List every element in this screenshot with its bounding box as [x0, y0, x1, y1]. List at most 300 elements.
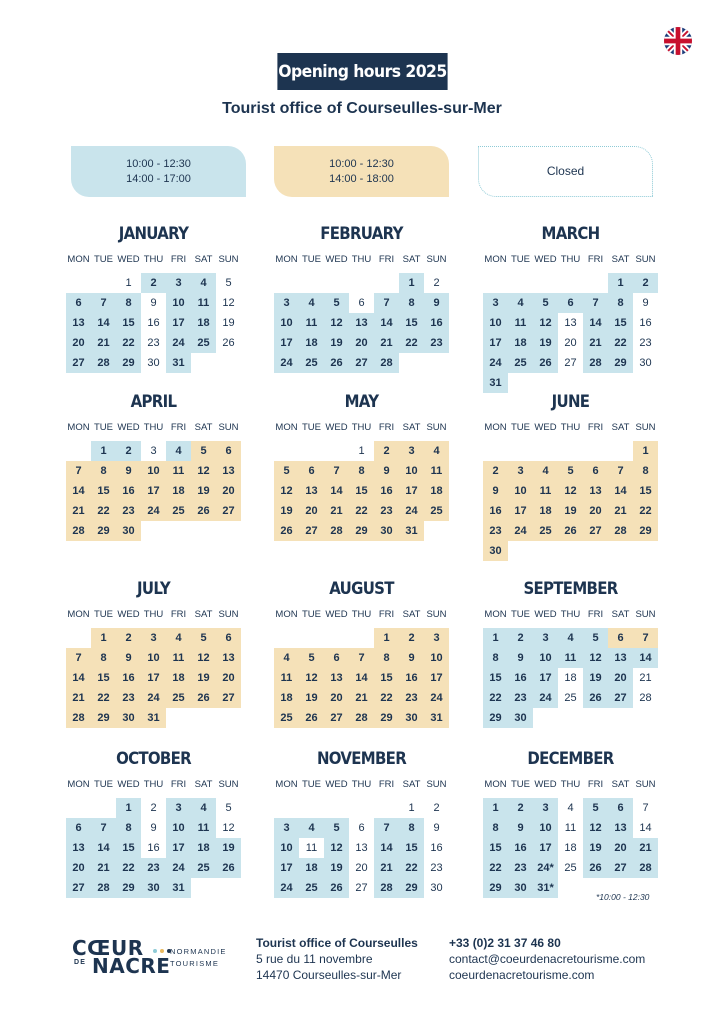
empty-day-cell	[533, 441, 558, 461]
weekday-label: SAT	[611, 422, 630, 433]
day-cell-summer-hours: 13	[299, 481, 324, 501]
weekday-label: SAT	[402, 609, 421, 620]
weekday-header	[483, 609, 658, 623]
day-cell-winter-hours: 4	[508, 293, 533, 313]
day-cell-winter-hours: 14	[374, 313, 399, 333]
day-cell-winter-hours: 24	[166, 858, 191, 878]
day-cell-summer-hours: 5	[191, 628, 216, 648]
day-cell-closed: 16	[633, 313, 658, 333]
day-cell-winter-hours: 15	[608, 313, 633, 333]
weekday-label: MON	[275, 609, 298, 620]
month-february	[274, 224, 449, 373]
weekday-label: THU	[143, 609, 164, 620]
weekday-label: MON	[275, 254, 298, 265]
day-cell-winter-hours: 19	[583, 668, 608, 688]
empty-day-cell	[66, 628, 91, 648]
uk-flag-icon[interactable]	[664, 27, 692, 55]
weekday-label: SAT	[402, 254, 421, 265]
weekday-label: FRI	[170, 609, 187, 620]
weekday-label: WED	[117, 609, 140, 620]
day-cell-summer-hours: 14	[66, 481, 91, 501]
day-cell-summer-hours: 22	[374, 688, 399, 708]
weekday-label: THU	[560, 422, 581, 433]
day-cell-winter-hours: 17	[533, 838, 558, 858]
month-title: JUNE	[551, 392, 590, 412]
legend-winter-hours	[71, 146, 246, 197]
day-cell-summer-hours: 11	[274, 668, 299, 688]
day-cell-winter-hours: 22	[399, 333, 424, 353]
day-cell-summer-hours: 20	[299, 501, 324, 521]
month-december	[483, 749, 658, 898]
weekday-label: WED	[325, 779, 348, 790]
day-cell-summer-hours: 16	[483, 501, 508, 521]
day-cell-winter-hours: 27	[349, 353, 374, 373]
day-cell-winter-hours: 8	[399, 818, 424, 838]
day-grid	[483, 798, 658, 898]
day-cell-winter-hours: 29	[608, 353, 633, 373]
day-cell-winter-hours: 22	[608, 333, 633, 353]
weekday-label: SAT	[611, 779, 630, 790]
weekday-header	[274, 422, 449, 436]
empty-day-cell	[324, 628, 349, 648]
day-cell-summer-hours: 7	[349, 648, 374, 668]
day-cell-winter-hours: 4	[166, 441, 191, 461]
empty-day-cell	[274, 798, 299, 818]
day-cell-winter-hours: 21	[91, 858, 116, 878]
day-cell-summer-hours: 1	[633, 441, 658, 461]
weekday-label: WED	[117, 779, 140, 790]
day-cell-summer-hours: 14	[349, 668, 374, 688]
day-cell-summer-hours: 20	[216, 668, 241, 688]
day-cell-winter-hours: 25	[508, 353, 533, 373]
empty-day-cell	[558, 441, 583, 461]
day-cell-winter-hours: 21	[374, 333, 399, 353]
day-cell-summer-hours: 1	[91, 628, 116, 648]
day-cell-summer-hours: 18	[166, 481, 191, 501]
day-grid	[66, 441, 241, 541]
day-cell-summer-hours: 19	[191, 481, 216, 501]
day-cell-winter-hours: 20	[608, 838, 633, 858]
day-cell-winter-hours: 12	[324, 838, 349, 858]
day-cell-winter-hours: 29	[483, 708, 508, 728]
weekday-header	[483, 254, 658, 268]
day-cell-winter-hours: 11	[299, 313, 324, 333]
day-cell-summer-hours: 3	[508, 461, 533, 481]
weekday-label: THU	[351, 254, 372, 265]
day-cell-summer-hours: 30	[399, 708, 424, 728]
weekday-label: THU	[143, 254, 164, 265]
weekday-label: SAT	[611, 254, 630, 265]
day-cell-summer-hours: 8	[91, 648, 116, 668]
day-cell-closed: 23	[424, 858, 449, 878]
logo-tag-tourisme: TOURISME	[170, 959, 220, 968]
day-cell-winter-hours: 25	[191, 333, 216, 353]
day-cell-summer-hours: 12	[299, 668, 324, 688]
day-cell-closed: 12	[216, 818, 241, 838]
day-cell-summer-hours: 27	[324, 708, 349, 728]
day-cell-winter-hours: 12	[583, 818, 608, 838]
day-cell-closed: 26	[216, 333, 241, 353]
day-cell-summer-hours: 22	[633, 501, 658, 521]
day-cell-summer-hours: 24	[141, 501, 166, 521]
weekday-label: WED	[117, 422, 140, 433]
address-name: Tourist office of Courseulles	[256, 936, 418, 950]
legend-summer-hours	[274, 146, 449, 197]
day-cell-summer-hours: 18	[424, 481, 449, 501]
day-cell-winter-hours: 18	[299, 858, 324, 878]
day-cell-summer-hours: 21	[349, 688, 374, 708]
day-cell-summer-hours: 9	[116, 648, 141, 668]
day-cell-winter-hours: 14	[583, 313, 608, 333]
day-cell-winter-hours: 5	[583, 798, 608, 818]
address-city: 14470 Courseulles-sur-Mer	[256, 968, 402, 982]
day-cell-winter-hours: 24	[483, 353, 508, 373]
weekday-label: SUN	[218, 779, 239, 790]
day-cell-summer-hours: 26	[299, 708, 324, 728]
day-cell-winter-hours: 8	[116, 293, 141, 313]
day-cell-summer-hours: 24	[141, 688, 166, 708]
weekday-label: SAT	[402, 779, 421, 790]
day-cell-summer-hours: 8	[633, 461, 658, 481]
day-cell-winter-hours: 27	[608, 688, 633, 708]
day-cell-winter-hours: 13	[608, 648, 633, 668]
day-cell-winter-hours: 2	[116, 441, 141, 461]
weekday-label: SAT	[194, 609, 213, 620]
day-cell-summer-hours: 4	[166, 628, 191, 648]
day-cell-summer-hours: 13	[324, 668, 349, 688]
day-cell-winter-hours: 4	[191, 798, 216, 818]
day-cell-winter-hours: 16	[508, 838, 533, 858]
day-grid	[483, 441, 658, 561]
day-cell-winter-hours: 28	[374, 353, 399, 373]
day-cell-winter-hours: 22	[483, 688, 508, 708]
weekday-label: SUN	[635, 609, 656, 620]
day-cell-winter-hours: 30	[141, 878, 166, 898]
day-cell-summer-hours: 30	[116, 708, 141, 728]
day-cell-winter-hours: 23	[508, 858, 533, 878]
weekday-label: MON	[275, 779, 298, 790]
day-grid	[66, 628, 241, 728]
weekday-label: SUN	[218, 422, 239, 433]
day-cell-winter-hours: 22	[483, 858, 508, 878]
day-cell-winter-hours: 20	[349, 333, 374, 353]
empty-day-cell	[508, 273, 533, 293]
day-cell-closed: 13	[558, 313, 583, 333]
weekday-label: TUE	[94, 779, 113, 790]
day-grid	[66, 273, 241, 373]
day-cell-winter-hours: 3	[274, 293, 299, 313]
month-title: AUGUST	[329, 579, 394, 599]
day-cell-winter-hours: 17	[274, 333, 299, 353]
weekday-label: TUE	[511, 422, 530, 433]
weekday-label: FRI	[378, 779, 395, 790]
day-cell-summer-hours: 20	[216, 481, 241, 501]
month-title: DECEMBER	[527, 749, 614, 769]
day-cell-winter-hours: 18	[191, 838, 216, 858]
day-cell-winter-hours: 18	[508, 333, 533, 353]
day-cell-winter-hours: 12	[324, 313, 349, 333]
empty-day-cell	[299, 441, 324, 461]
day-cell-closed: 6	[349, 818, 374, 838]
day-cell-closed: 2	[424, 798, 449, 818]
day-cell-winter-hours: 21	[91, 333, 116, 353]
day-cell-summer-hours: 22	[91, 688, 116, 708]
day-cell-summer-hours: 12	[191, 648, 216, 668]
day-cell-winter-hours: 29	[116, 878, 141, 898]
day-cell-summer-hours: 19	[558, 501, 583, 521]
day-cell-winter-hours: 27	[66, 353, 91, 373]
weekday-label: WED	[325, 422, 348, 433]
day-cell-summer-hours: 30	[483, 541, 508, 561]
day-cell-winter-hours: 17	[483, 333, 508, 353]
weekday-label: MON	[484, 422, 507, 433]
day-cell-winter-hours: 3	[166, 798, 191, 818]
address-block	[256, 935, 418, 983]
month-november	[274, 749, 449, 898]
day-cell-winter-hours: 22	[399, 858, 424, 878]
day-cell-summer-hours: 6	[608, 628, 633, 648]
day-cell-closed: 19	[216, 313, 241, 333]
day-cell-closed: 1	[399, 798, 424, 818]
day-cell-winter-hours: 26	[324, 878, 349, 898]
weekday-label: WED	[534, 609, 557, 620]
day-cell-winter-hours: 15	[483, 668, 508, 688]
day-cell-winter-hours: 17	[274, 858, 299, 878]
day-cell-summer-hours: 15	[91, 481, 116, 501]
weekday-label: TUE	[94, 422, 113, 433]
day-cell-winter-hours: 10	[533, 648, 558, 668]
day-cell-summer-hours: 9	[116, 461, 141, 481]
day-cell-summer-hours: 31	[399, 521, 424, 541]
day-cell-winter-hours: 3	[533, 798, 558, 818]
weekday-label: MON	[484, 779, 507, 790]
day-cell-winter-hours: 1	[483, 798, 508, 818]
empty-day-cell	[483, 441, 508, 461]
day-cell-closed: 21	[633, 668, 658, 688]
weekday-header	[274, 779, 449, 793]
weekday-label: SUN	[635, 779, 656, 790]
day-cell-winter-hours: 30	[508, 708, 533, 728]
weekday-label: THU	[560, 254, 581, 265]
day-cell-summer-hours: 20	[324, 688, 349, 708]
day-cell-winter-hours: 7	[374, 293, 399, 313]
day-cell-winter-hours: 8	[608, 293, 633, 313]
day-cell-winter-hours: 24	[533, 688, 558, 708]
day-cell-summer-hours: 2	[116, 628, 141, 648]
day-cell-summer-hours: 12	[274, 481, 299, 501]
day-cell-summer-hours: 7	[324, 461, 349, 481]
day-cell-summer-hours: 21	[66, 501, 91, 521]
weekday-label: TUE	[94, 609, 113, 620]
day-cell-winter-hours: 19	[324, 858, 349, 878]
weekday-label: THU	[351, 422, 372, 433]
day-cell-closed: 20	[349, 858, 374, 878]
weekday-label: SAT	[194, 779, 213, 790]
empty-day-cell	[91, 273, 116, 293]
logo-word-coeur: CŒUR	[72, 936, 144, 960]
day-cell-summer-hours: 27	[216, 501, 241, 521]
day-cell-closed: 1	[349, 441, 374, 461]
day-cell-winter-hours: 8	[116, 818, 141, 838]
month-title: FEBRUARY	[320, 224, 403, 244]
day-cell-winter-hours: 18	[299, 333, 324, 353]
weekday-label: THU	[560, 609, 581, 620]
day-cell-winter-hours: 10	[166, 293, 191, 313]
weekday-label: FRI	[378, 609, 395, 620]
day-cell-summer-hours: 24	[399, 501, 424, 521]
weekday-label: FRI	[587, 779, 604, 790]
day-cell-summer-hours: 14	[324, 481, 349, 501]
day-cell-summer-hours: 31	[141, 708, 166, 728]
day-cell-winter-hours: 8	[399, 293, 424, 313]
weekday-header	[66, 609, 241, 623]
legend-closed	[478, 146, 653, 197]
empty-day-cell	[483, 273, 508, 293]
weekday-label: FRI	[170, 779, 187, 790]
weekday-header	[483, 779, 658, 793]
day-cell-closed: 9	[424, 818, 449, 838]
day-cell-closed: 9	[633, 293, 658, 313]
day-cell-closed: 4	[558, 798, 583, 818]
empty-day-cell	[324, 441, 349, 461]
day-cell-summer-hours: 26	[558, 521, 583, 541]
empty-day-cell	[349, 273, 374, 293]
contact-block	[449, 935, 645, 983]
legend-sand-line2: 14:00 - 18:00	[329, 172, 394, 185]
day-cell-winter-hours: 13	[66, 313, 91, 333]
day-cell-summer-hours: 7	[66, 461, 91, 481]
month-title: NOVEMBER	[316, 749, 407, 769]
day-cell-winter-hours: 8	[483, 648, 508, 668]
weekday-label: FRI	[378, 254, 395, 265]
day-cell-summer-hours: 6	[583, 461, 608, 481]
weekday-label: SUN	[218, 254, 239, 265]
empty-day-cell	[299, 628, 324, 648]
day-cell-winter-hours: 4	[558, 628, 583, 648]
day-cell-summer-hours: 26	[191, 501, 216, 521]
weekday-label: TUE	[302, 779, 321, 790]
day-cell-winter-hours: 13	[66, 838, 91, 858]
day-cell-winter-hours: 21	[374, 858, 399, 878]
day-cell-summer-hours: 5	[558, 461, 583, 481]
empty-day-cell	[274, 628, 299, 648]
day-cell-summer-hours: 2	[399, 628, 424, 648]
day-cell-summer-hours: 6	[324, 648, 349, 668]
weekday-label: FRI	[378, 422, 395, 433]
day-cell-winter-hours: 7	[583, 293, 608, 313]
day-cell-winter-hours: 14	[91, 313, 116, 333]
day-cell-summer-hours: 18	[166, 668, 191, 688]
empty-day-cell	[66, 441, 91, 461]
logo-word-de: DE	[74, 959, 87, 966]
month-title: MARCH	[541, 224, 600, 244]
day-cell-summer-hours: 15	[349, 481, 374, 501]
day-cell-summer-hours: 7	[66, 648, 91, 668]
month-title: APRIL	[130, 392, 177, 412]
day-cell-winter-hours: 10	[274, 838, 299, 858]
day-cell-winter-hours: 17	[533, 668, 558, 688]
empty-day-cell	[274, 441, 299, 461]
day-cell-summer-hours: 4	[274, 648, 299, 668]
day-cell-winter-hours: 24	[274, 878, 299, 898]
day-cell-winter-hours: 16	[424, 313, 449, 333]
day-cell-closed: 14	[633, 818, 658, 838]
day-cell-winter-hours: 12	[533, 313, 558, 333]
legend-blue-line1: 10:00 - 12:30	[126, 157, 191, 170]
day-cell-summer-hours: 25	[533, 521, 558, 541]
weekday-label: SAT	[194, 422, 213, 433]
month-may	[274, 392, 449, 541]
day-cell-closed: 7	[633, 798, 658, 818]
day-cell-summer-hours: 22	[91, 501, 116, 521]
day-cell-closed: 18	[558, 838, 583, 858]
day-cell-summer-hours: 19	[274, 501, 299, 521]
day-cell-summer-hours: 15	[374, 668, 399, 688]
weekday-label: FRI	[587, 609, 604, 620]
day-cell-closed: 5	[216, 798, 241, 818]
day-cell-winter-hours: 22	[116, 858, 141, 878]
empty-day-cell	[349, 628, 374, 648]
day-cell-winter-hours: 15	[483, 838, 508, 858]
day-cell-closed: 3	[141, 441, 166, 461]
day-cell-winter-hours: 14	[633, 648, 658, 668]
day-cell-summer-hours: 13	[583, 481, 608, 501]
weekday-label: FRI	[587, 254, 604, 265]
empty-day-cell	[324, 273, 349, 293]
weekday-label: SUN	[426, 609, 447, 620]
contact-email[interactable]: contact@coeurdenacretourisme.com	[449, 952, 646, 966]
day-cell-closed: 23	[141, 333, 166, 353]
weekday-label: SUN	[635, 254, 656, 265]
day-cell-closed: 13	[349, 838, 374, 858]
page-title: Opening hours 2025	[277, 53, 447, 90]
day-cell-winter-hours: 19	[324, 333, 349, 353]
day-cell-winter-hours: 5	[533, 293, 558, 313]
contact-phone[interactable]: +33 (0)2 31 37 46 80	[449, 936, 561, 950]
day-cell-winter-hours: 6	[608, 798, 633, 818]
day-cell-closed: 1	[116, 273, 141, 293]
weekday-label: WED	[534, 779, 557, 790]
day-cell-winter-hours: 2	[141, 273, 166, 293]
contact-website[interactable]: coeurdenacretourisme.com	[449, 968, 595, 982]
day-cell-closed: 16	[141, 313, 166, 333]
month-june	[483, 392, 658, 561]
day-cell-winter-hours: 12	[583, 648, 608, 668]
empty-day-cell	[274, 273, 299, 293]
day-cell-summer-hours: 10	[508, 481, 533, 501]
day-cell-winter-hours: 23	[424, 333, 449, 353]
month-title: JANUARY	[118, 224, 189, 244]
month-title: JULY	[137, 579, 170, 599]
day-cell-summer-hours: 17	[508, 501, 533, 521]
day-cell-winter-hours: 2	[508, 628, 533, 648]
day-cell-winter-hours: 11	[508, 313, 533, 333]
weekday-label: THU	[143, 422, 164, 433]
weekday-label: MON	[484, 609, 507, 620]
weekday-label: WED	[534, 422, 557, 433]
day-cell-winter-hours: 25	[299, 353, 324, 373]
day-cell-summer-hours: 9	[374, 461, 399, 481]
day-cell-winter-hours: 28	[91, 353, 116, 373]
day-cell-winter-hours: 11	[191, 293, 216, 313]
day-cell-summer-hours: 16	[399, 668, 424, 688]
day-cell-summer-hours: 18	[274, 688, 299, 708]
weekday-label: WED	[325, 254, 348, 265]
month-september	[483, 579, 658, 728]
day-cell-summer-hours: 5	[299, 648, 324, 668]
weekday-header	[483, 422, 658, 436]
day-cell-summer-hours: 17	[141, 668, 166, 688]
